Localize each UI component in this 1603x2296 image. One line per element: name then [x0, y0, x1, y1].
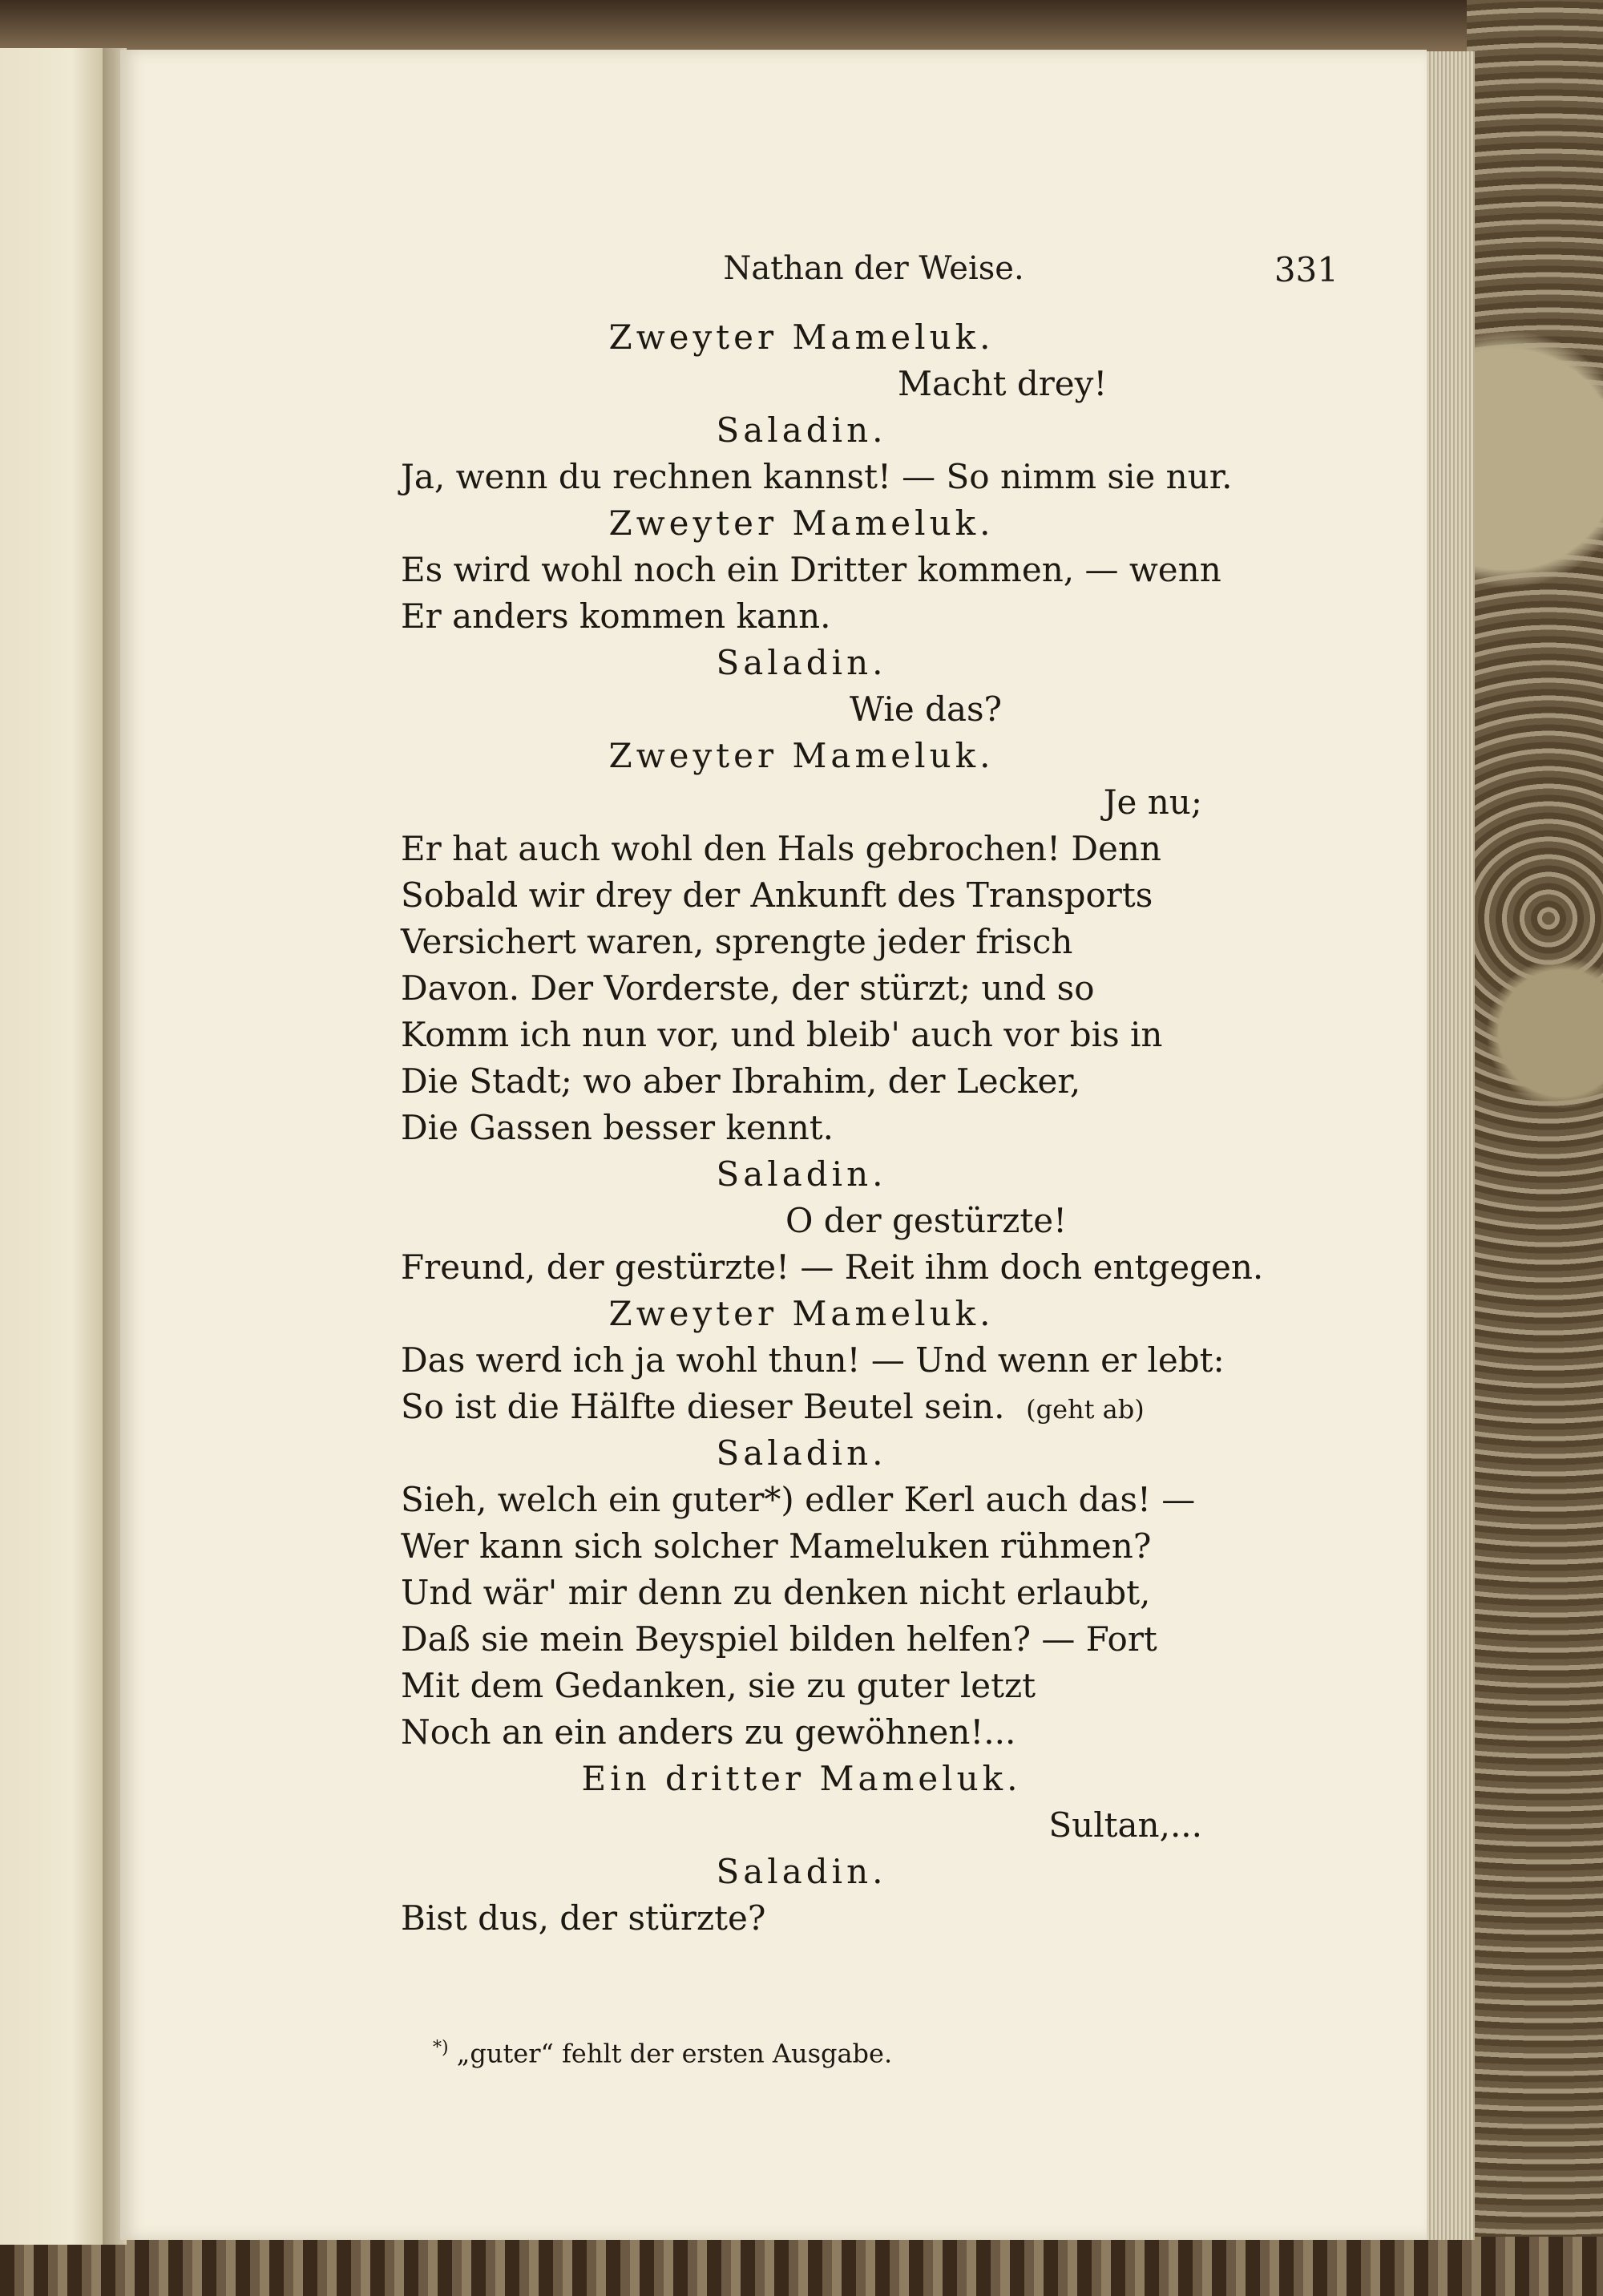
- verse-line: O der gestürzte!: [785, 1201, 1067, 1240]
- book-cover-bottom: [0, 2237, 1603, 2296]
- verse-line: Daß sie mein Beyspiel bilden helfen? — Fort: [401, 1619, 1157, 1659]
- play-text: [401, 314, 1264, 1942]
- stage-direction: (geht ab): [1026, 1394, 1145, 1425]
- book-page: [120, 50, 1427, 2240]
- verse-line: Je nu;: [1103, 782, 1202, 822]
- speaker-heading: Saladin.: [716, 1154, 887, 1194]
- speaker-heading: Saladin.: [716, 1433, 887, 1473]
- verse-line: Die Stadt; wo aber Ibrahim, der Lecker,: [401, 1061, 1081, 1101]
- book-cover-top: [0, 0, 1603, 56]
- footnote-marker: *): [433, 2038, 449, 2058]
- verse-line: Komm ich nun vor, und bleib' auch vor bis in: [401, 1015, 1163, 1054]
- page-number: 331: [1274, 250, 1339, 289]
- verse-line: Freund, der gestürzte! — Reit ihm doch entgegen.: [401, 1247, 1264, 1287]
- verse-line: Sultan,...: [1048, 1805, 1202, 1845]
- speaker-heading: Ein dritter Mameluk.: [581, 1759, 1022, 1798]
- verse-line: Davon. Der Vorderste, der stürzt; und so: [401, 968, 1095, 1008]
- marbled-cover-edge: [1467, 0, 1603, 2296]
- verse-line: Sobald wir drey der Ankunft des Transports: [401, 875, 1153, 915]
- speaker-heading: Saladin.: [716, 410, 887, 450]
- verse-line: Bist dus, der stürzte?: [401, 1898, 766, 1938]
- verse-line: Sieh, welch ein guter*) edler Kerl auch das! —: [401, 1480, 1196, 1519]
- verse-text: So ist die Hälfte dieser Beutel sein.: [401, 1387, 1005, 1426]
- speaker-heading: Zweyter Mameluk.: [608, 1294, 995, 1333]
- verse-line: Macht drey!: [898, 364, 1108, 403]
- previous-page-edge: [0, 48, 103, 2245]
- verse-line: Die Gassen besser kennt.: [401, 1108, 834, 1147]
- verse-line: Das werd ich ja wohl thun! — Und wenn er lebt:: [401, 1340, 1225, 1380]
- verse-line: Er hat auch wohl den Hals gebrochen! Denn: [401, 829, 1161, 868]
- verse-line: Er anders kommen kann.: [401, 596, 831, 636]
- verse-line: Wie das?: [850, 689, 1003, 729]
- verse-line: Wer kann sich solcher Mameluken rühmen?: [401, 1526, 1152, 1566]
- speaker-heading: Zweyter Mameluk.: [608, 317, 995, 357]
- verse-line: Versichert waren, sprengte jeder frisch: [401, 922, 1073, 961]
- footnote-text: „guter“ fehlt der ersten Ausgabe.: [456, 2038, 893, 2069]
- speaker-heading: Zweyter Mameluk.: [608, 736, 995, 775]
- verse-line: Ja, wenn du rechnen kannst! — So nimm sie nur.: [401, 457, 1233, 496]
- speaker-heading: Zweyter Mameluk.: [608, 503, 995, 543]
- footnote: [433, 2038, 1154, 2069]
- verse-line: [401, 1384, 1202, 1430]
- speaker-heading: Saladin.: [716, 1852, 887, 1891]
- verse-line: Noch an ein anders zu gewöhnen!...: [401, 1712, 1016, 1752]
- verse-line: Mit dem Gedanken, sie zu guter letzt: [401, 1666, 1036, 1705]
- speaker-heading: Saladin.: [716, 643, 887, 682]
- page-stack-edge: [1419, 51, 1475, 2240]
- verse-line: Und wär' mir denn zu denken nicht erlaubt,: [401, 1573, 1151, 1612]
- verse-line: Es wird wohl noch ein Dritter kommen, — wenn: [401, 550, 1221, 589]
- running-title: Nathan der Weise.: [723, 250, 1024, 287]
